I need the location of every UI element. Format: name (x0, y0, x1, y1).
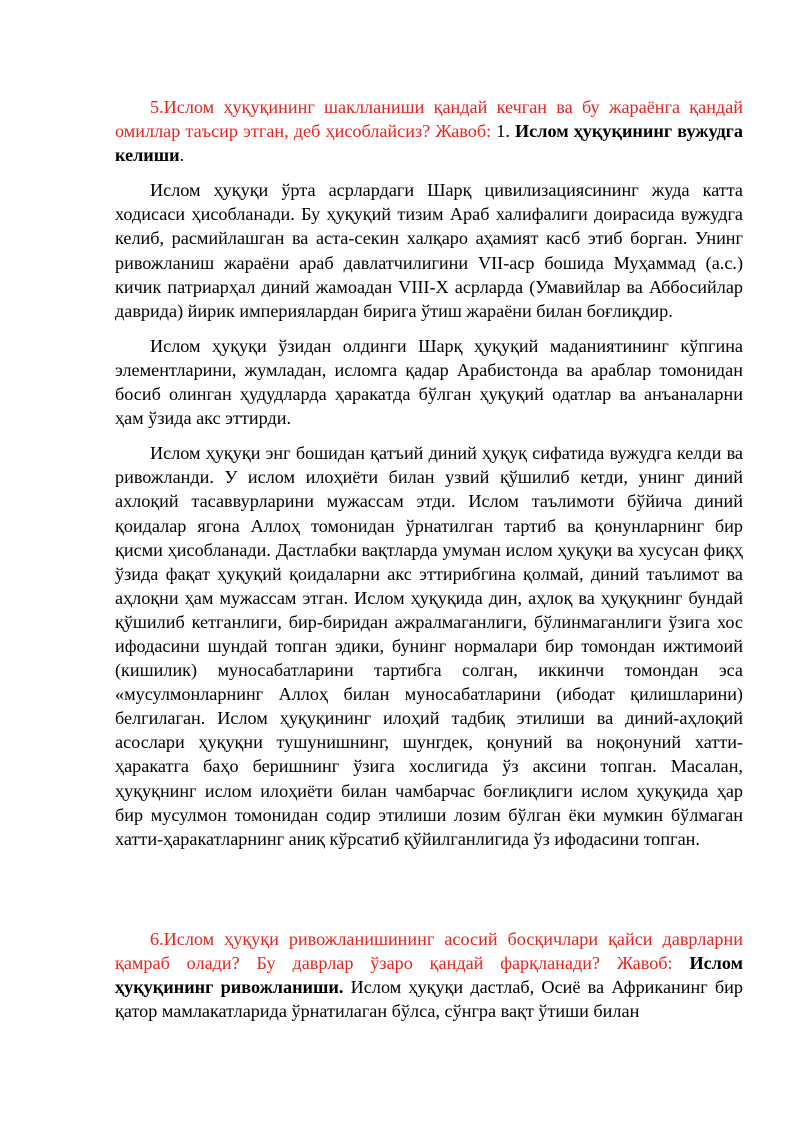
section-heading-emergence: Ислом ҳуқуқининг вужудга келиши (115, 121, 743, 166)
heading-period: . (179, 145, 185, 166)
body-paragraph-3: Ислом ҳуқуқи энг бошидан қатъий диний ҳуқуқ сифатида вужудга келди ва ривожланди. У ислом илоҳиёти билан узвий қўшилиб кетди, унинг диний ахлоқий тасаввурларини мужассам этди. Ислом таълимоти бўйича диний қоидалар ягона Аллоҳ томонидан ўрнатилган тартиб ва қонунларнинг бир қисми ҳисобланади. Дастлабки вақтларда умуман ислом ҳуқуқи ва хусусан фиқҳ ўзида фақат ҳуқуқий қоидаларни акс эттирибгина қолмай, диний таълимот ва аҳлоқни ҳам мужассам этган. Ислом ҳуқуқида дин, аҳлоқ ва ҳуқуқнинг бундай қўшилиб кетганлиги, бир-биридан ажралмаганлиги, бўлинмаганлиги ўзига хос ифодасини шундай топган эдики, бунинг нормалари бир томондан ижтимоий (кишилик) муносабатларини тартибга солган, иккинчи томондан эса «мусулмонларнинг Аллоҳ билан муносабатларини (ибодат қилишларини) белгилаган. Ислом ҳуқуқининг илоҳий тадбиқ этилиши ва диний-аҳлоқий асослари ҳуқуқни тушунишнинг, шунгдек, қонуний ва ноқонуний хатти-ҳаракатга баҳо беришнинг ўзига хослигида ўз аксини топган. Масалан, ҳуқуқнинг ислом илоҳиёти билан чамбарчас боғлиқлиги ислом ҳуқуқида ҳар бир мусулмон томонидан содир этилиши лозим бўлган ёки мумкин бўлмаган хатти-ҳаракатларнинг аниқ кўрсатиб қўйилганлигида ўз ифодасини топган. (115, 443, 743, 849)
question-5-text: 5.Ислом ҳуқуқининг шаклланиши қандай кечган ва бу жараёнга қандай омиллар таъсир этган, деб ҳисоблайсиз? Жавоб: (115, 97, 743, 142)
answer-number: 1. (491, 121, 516, 142)
question-6-paragraph (115, 927, 743, 1023)
body-paragraph-2: Ислом ҳуқуқи ўзидан олдинги Шарқ ҳуқуқий маданиятининг кўпгина элементларини, жумладан, исломга қадар Арабистонда ва араблар томонидан босиб олинган ҳудудларда ҳаракатда бўлган ҳуқуқий одатлар ва анъаналарни ҳам ўзида акс эттирди. (115, 335, 743, 429)
body-paragraph-1: Ислом ҳуқуқи ўрта асрлардаги Шарқ цивилизациясининг жуда катта ходисаси ҳисобланади. Бу ҳуқуқий тизим Араб халифалиги доирасида вужудга келиб, расмийлашган ва аста-секин халқаро аҳамият касб этиб борган. Унинг ривожланиш жараёни араб давлатчилигини VII-аср бошида Муҳаммад (а.с.) кичик патриарҳал диний жамоадан VIII-X асрларда (Умавийлар ва Аббосийлар даврида) йирик империялардан бирига ўтиш жараёни билан боғлиқдир. (115, 180, 743, 321)
section-heading-development: Ислом ҳуқуқининг ривожланиши. (115, 952, 743, 997)
question-6-text: 6.Ислом ҳуқуқи ривожланишининг асосий босқичлари қайси даврларни қамраб олади? Бу даврлар ўзаро қандай фарқланади? Жавоб: (115, 928, 743, 973)
question-5-paragraph (115, 95, 743, 167)
answer-6-text: Ислом ҳуқуқи дастлаб, Осиё ва Африканинг бир қатор мамлакатларида ўрнатилаган бўлса, сўнгра вақт ўтиши билан (115, 977, 744, 1022)
